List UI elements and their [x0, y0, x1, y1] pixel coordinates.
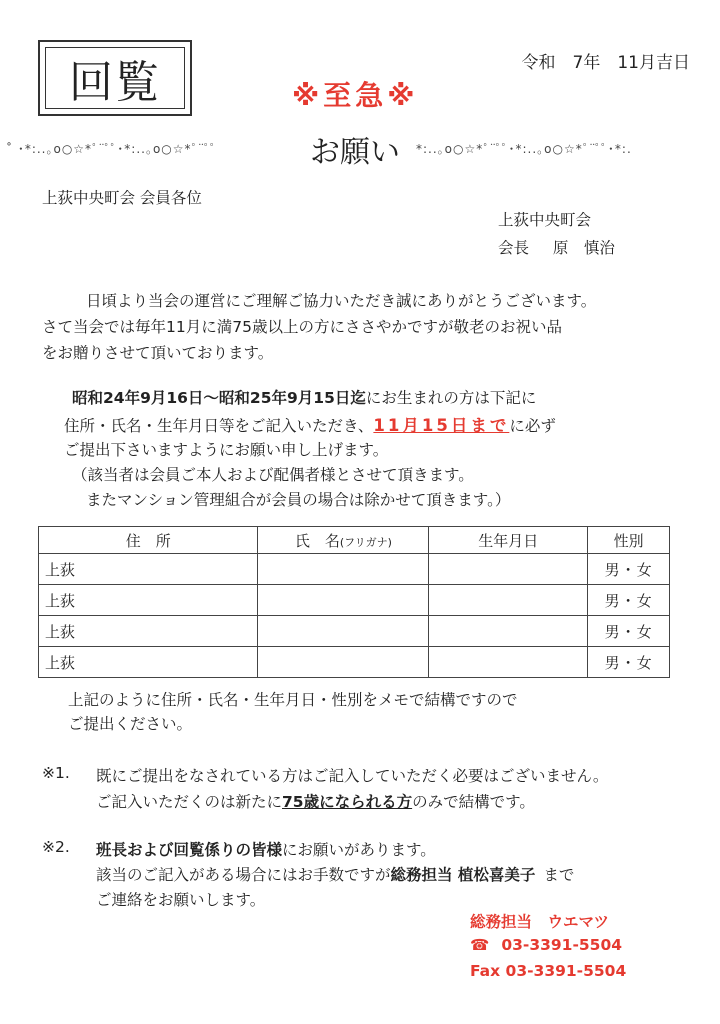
decoration-left: ˚ ･*:..｡o○☆*ﾟ¨ﾟﾟ･*:..｡o○☆*ﾟ¨ﾟﾟ: [6, 142, 217, 156]
contact-phone[interactable]: 03-3391-5504: [501, 936, 623, 954]
note-1-line-2: [96, 790, 535, 812]
eligibility-note-1: （該当者は会員ご本人および配偶者様とさせて頂きます。: [72, 466, 474, 484]
header-name: [258, 527, 429, 554]
telephone-icon: ☎: [470, 936, 490, 954]
sex-cell[interactable]: 男・女: [588, 647, 670, 678]
urgent-label: ※至急※: [292, 79, 419, 112]
birth-period: 昭和24年9月16日～昭和25年9月15日迄: [72, 389, 366, 407]
table-row: [39, 554, 670, 585]
birthdate-cell[interactable]: [429, 554, 588, 585]
note-1-mark: ※1.: [42, 764, 70, 782]
name-cell[interactable]: [258, 554, 429, 585]
addressee: 上荻中央町会 会員各位: [42, 189, 202, 207]
sex-cell[interactable]: 男・女: [588, 554, 670, 585]
header-sex: 性別: [588, 527, 670, 554]
note-1-line-2-pre: ご記入いただくのは新たに: [96, 793, 283, 811]
name-cell[interactable]: [258, 647, 429, 678]
note-2-mark: ※2.: [42, 838, 70, 856]
contact-person: 総務担当 ウエマツ: [470, 913, 610, 931]
header-furigana: (フリガナ): [339, 535, 392, 549]
birthdate-cell[interactable]: [429, 616, 588, 647]
table-header-row: [39, 527, 670, 554]
intro-line-1: 日頃より当会の運営にご理解ご協力いただき誠にありがとうございます。: [86, 292, 597, 310]
header-birthdate: 生年月日: [429, 527, 588, 554]
address-cell[interactable]: 上荻: [39, 585, 258, 616]
name-cell[interactable]: [258, 616, 429, 647]
request-line-2-pre: 住所・氏名・生年月日等をご記入いただき、: [64, 417, 374, 435]
entry-table: [38, 526, 670, 678]
birthdate-cell[interactable]: [429, 647, 588, 678]
note-2-line-1-post: にお願いがあります。: [282, 841, 436, 859]
note-1-line-2-post: のみで結構です。: [412, 793, 535, 811]
contact-phone-line: [470, 936, 622, 954]
address-cell[interactable]: 上荻: [39, 647, 258, 678]
request-line-2: [64, 412, 556, 436]
intro-line-2: さて当会では毎年11月に満75歳以上の方にささやかですが敬老のお祝い品: [42, 318, 562, 336]
sender-line: [498, 236, 615, 258]
request-line-2-post: に必ず: [509, 417, 556, 435]
sex-cell[interactable]: 男・女: [588, 616, 670, 647]
contact-person-emphasis: 総務担当 植松喜美子: [390, 866, 536, 884]
birthdate-cell[interactable]: [429, 585, 588, 616]
sender-name: 原 慎治: [552, 239, 615, 257]
sender-org: 上荻中央町会: [498, 211, 592, 229]
kairan-label: 回覧: [45, 47, 185, 109]
intro-line-3: をお贈りさせて頂いております。: [42, 344, 274, 362]
note-2-line-2-pre: 該当のご記入がある場合にはお手数ですが: [96, 866, 391, 884]
request-line-1-rest: にお生まれの方は下記に: [365, 389, 537, 407]
request-line-1: [72, 386, 536, 408]
eligibility-note-2: またマンション管理組合が会員の場合は除かせて頂きます。）: [86, 491, 511, 509]
request-line-3: ご提出下さいますようにお願い申し上げます。: [64, 441, 389, 459]
table-row: [39, 616, 670, 647]
sender-role: 会長: [498, 239, 530, 257]
after-table-line-1: 上記のように住所・氏名・生年月日・性別をメモで結構ですので: [68, 691, 518, 709]
address-cell[interactable]: 上荻: [39, 616, 258, 647]
name-cell[interactable]: [258, 585, 429, 616]
document-title: お願い: [310, 135, 400, 170]
note-2-line-2: [96, 863, 574, 885]
header-name-label: 氏 名: [294, 531, 340, 550]
header-address: 住 所: [39, 527, 258, 554]
sex-cell[interactable]: 男・女: [588, 585, 670, 616]
deadline: 11月15日まで: [373, 416, 510, 435]
group-leaders-emphasis: 班長および回覧係りの皆様: [96, 841, 283, 859]
target-age-emphasis: 75歳になられる方: [282, 793, 413, 811]
kairan-stamp: [38, 40, 192, 116]
contact-fax[interactable]: Fax 03-3391-5504: [470, 962, 627, 980]
address-cell[interactable]: 上荻: [39, 554, 258, 585]
note-1-line-1: 既にご提出をなされている方はご記入していただく必要はございません。: [96, 767, 609, 785]
decoration-right: *:..｡o○☆*ﾟ¨ﾟﾟ･*:..｡o○☆*ﾟ¨ﾟﾟ･*:.: [416, 142, 632, 156]
table-row: [39, 585, 670, 616]
note-2-line-3: ご連絡をお願いします。: [96, 891, 266, 909]
note-2-line-2-post: まで: [543, 866, 575, 884]
table-row: [39, 647, 670, 678]
note-2-line-1: [96, 838, 436, 860]
issue-date: 令和 7年 11月吉日: [521, 53, 690, 73]
after-table-line-2: ご提出ください。: [68, 715, 193, 733]
